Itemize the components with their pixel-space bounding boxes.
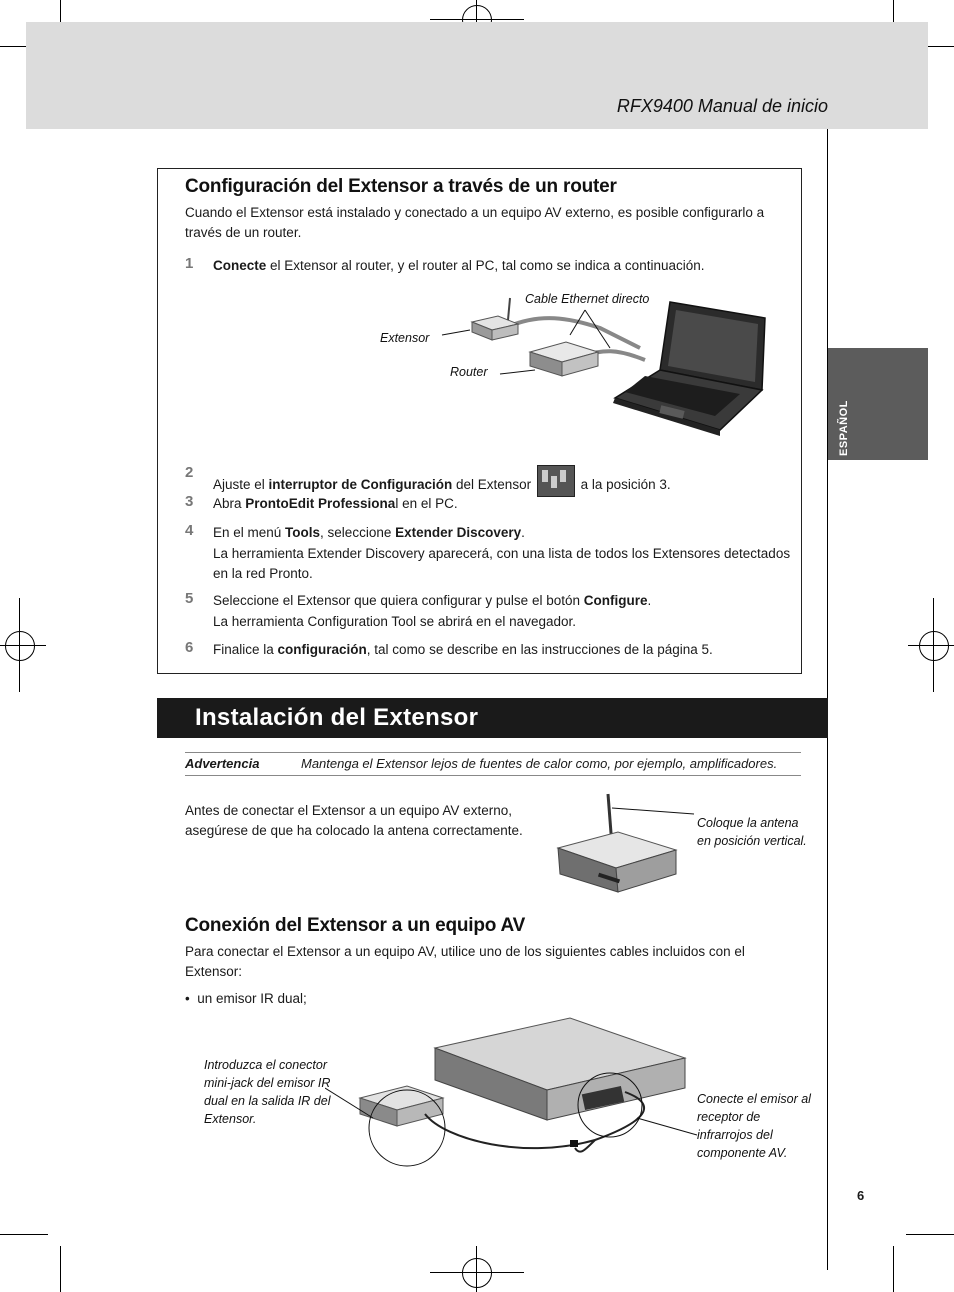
step-6-bold: configuración bbox=[277, 642, 367, 657]
step-3-bold: ProntoEdit Professiona bbox=[245, 496, 396, 511]
install-banner-title: Instalación del Extensor bbox=[195, 704, 479, 731]
step-6-pre: Finalice la bbox=[213, 642, 278, 657]
av-bullet-text: un emisor IR dual; bbox=[197, 991, 307, 1006]
extensor-device bbox=[472, 298, 518, 340]
step-4-mid: , seleccione bbox=[320, 525, 396, 540]
av-connection-figure bbox=[325, 1010, 700, 1170]
network-figure bbox=[370, 290, 770, 450]
language-tab-label: ESPAÑOL bbox=[838, 400, 850, 456]
step-6-post: , tal como se describe en las instrucciones de la página 5. bbox=[366, 642, 713, 657]
caption-router: Router bbox=[450, 365, 488, 379]
step-number: 5 bbox=[185, 590, 194, 607]
av-section-intro: Para conectar el Extensor a un equipo AV, utilice uno de los siguientes cables incluidos con el Extensor: bbox=[185, 944, 745, 979]
step-2-text bbox=[213, 465, 803, 497]
manual-title: RFX9400 Manual de inicio bbox=[616, 96, 828, 116]
step-4-post: . bbox=[521, 525, 525, 540]
registration-mark bbox=[5, 631, 35, 661]
step-5-bold: Configure bbox=[583, 593, 648, 608]
registration-mark bbox=[919, 631, 949, 661]
step-1-rest: el Extensor al router, y el router al PC, tal como se indica a continuación. bbox=[266, 258, 705, 273]
warning-text: Mantenga el Extensor lejos de fuentes de calor como, por ejemplo, amplificadores. bbox=[301, 756, 778, 771]
step-5-detail: La herramienta Configuration Tool se abrirá en el navegador. bbox=[213, 614, 576, 629]
step-number: 1 bbox=[185, 255, 194, 272]
dip-switch-icon bbox=[537, 465, 575, 497]
av-caption-left: Introduzca el conector mini-jack del emisor IR dual en la salida IR del Extensor. bbox=[204, 1058, 331, 1126]
step-4-bold-1: Tools bbox=[285, 525, 321, 540]
step-3-post: l en el PC. bbox=[395, 496, 458, 511]
step-number: 3 bbox=[185, 493, 194, 510]
step-4-detail: La herramienta Extender Discovery aparecerá, con una lista de todos los Extensores detectados en la red Pronto. bbox=[213, 546, 791, 581]
caption-extensor: Extensor bbox=[380, 331, 430, 345]
antenna-instruction: Antes de conectar el Extensor a un equipo AV externo, asegúrese de que ha colocado la antena correctamente. bbox=[185, 803, 523, 838]
step-5-pre: Seleccione el Extensor que quiera configurar y pulse el botón bbox=[213, 593, 584, 608]
registration-mark bbox=[462, 1258, 492, 1288]
step-4-bold-2: Extender Discovery bbox=[395, 525, 522, 540]
step-3-text bbox=[213, 494, 803, 514]
step-1-bold: Conecte bbox=[213, 258, 267, 273]
av-section-title: Conexión del Extensor a un equipo AV bbox=[185, 915, 526, 936]
extensor-antenna-figure bbox=[548, 788, 698, 898]
registration-mark-line bbox=[908, 645, 954, 646]
crop-mark bbox=[60, 1246, 61, 1292]
caption-cable: Cable Ethernet directo bbox=[525, 292, 650, 306]
warning-label: Advertencia bbox=[185, 756, 260, 771]
step-2-mid: del Extensor bbox=[452, 477, 535, 492]
step-2-post: a la posición 3. bbox=[580, 477, 671, 492]
registration-mark-line bbox=[430, 19, 524, 20]
step-4-pre: En el menú bbox=[213, 525, 286, 540]
step-number: 4 bbox=[185, 522, 194, 539]
language-tab bbox=[828, 348, 928, 460]
warning-rule-top bbox=[185, 752, 801, 753]
step-5-post: . bbox=[647, 593, 652, 608]
step-2-bold: interruptor de Configuración bbox=[268, 477, 453, 492]
laptop bbox=[613, 302, 765, 436]
install-banner bbox=[157, 698, 828, 738]
bullet-icon: • bbox=[185, 991, 198, 1006]
router-section-intro: Cuando el Extensor está instalado y conectado a un equipo AV externo, es posible configurarlo a través de un router. bbox=[185, 205, 765, 240]
warning-rule-bottom bbox=[185, 775, 801, 776]
antenna-caption: Coloque la antena en posición vertical. bbox=[697, 816, 807, 848]
step-2-pre: Ajuste el bbox=[213, 477, 269, 492]
crop-mark bbox=[906, 1234, 954, 1235]
av-bullet-item bbox=[185, 989, 307, 1009]
router-device bbox=[530, 342, 598, 376]
step-3-pre: Abra bbox=[213, 496, 246, 511]
step-number: 6 bbox=[185, 639, 194, 656]
registration-mark-line bbox=[430, 1272, 524, 1273]
step-4-text bbox=[213, 523, 803, 543]
step-5-text bbox=[213, 591, 803, 611]
step-6-text bbox=[213, 640, 803, 660]
av-caption-right: Conecte el emisor al receptor de infrarrojos del componente AV. bbox=[697, 1092, 811, 1160]
registration-mark-line bbox=[0, 645, 46, 646]
crop-mark bbox=[0, 1234, 48, 1235]
crop-mark bbox=[893, 1246, 894, 1292]
router-section-title: Configuración del Extensor a través de un router bbox=[185, 176, 617, 197]
page-number: 6 bbox=[857, 1188, 865, 1203]
step-1-text bbox=[213, 256, 803, 276]
registration-mark-line bbox=[476, 1246, 477, 1292]
step-number: 2 bbox=[185, 464, 194, 481]
